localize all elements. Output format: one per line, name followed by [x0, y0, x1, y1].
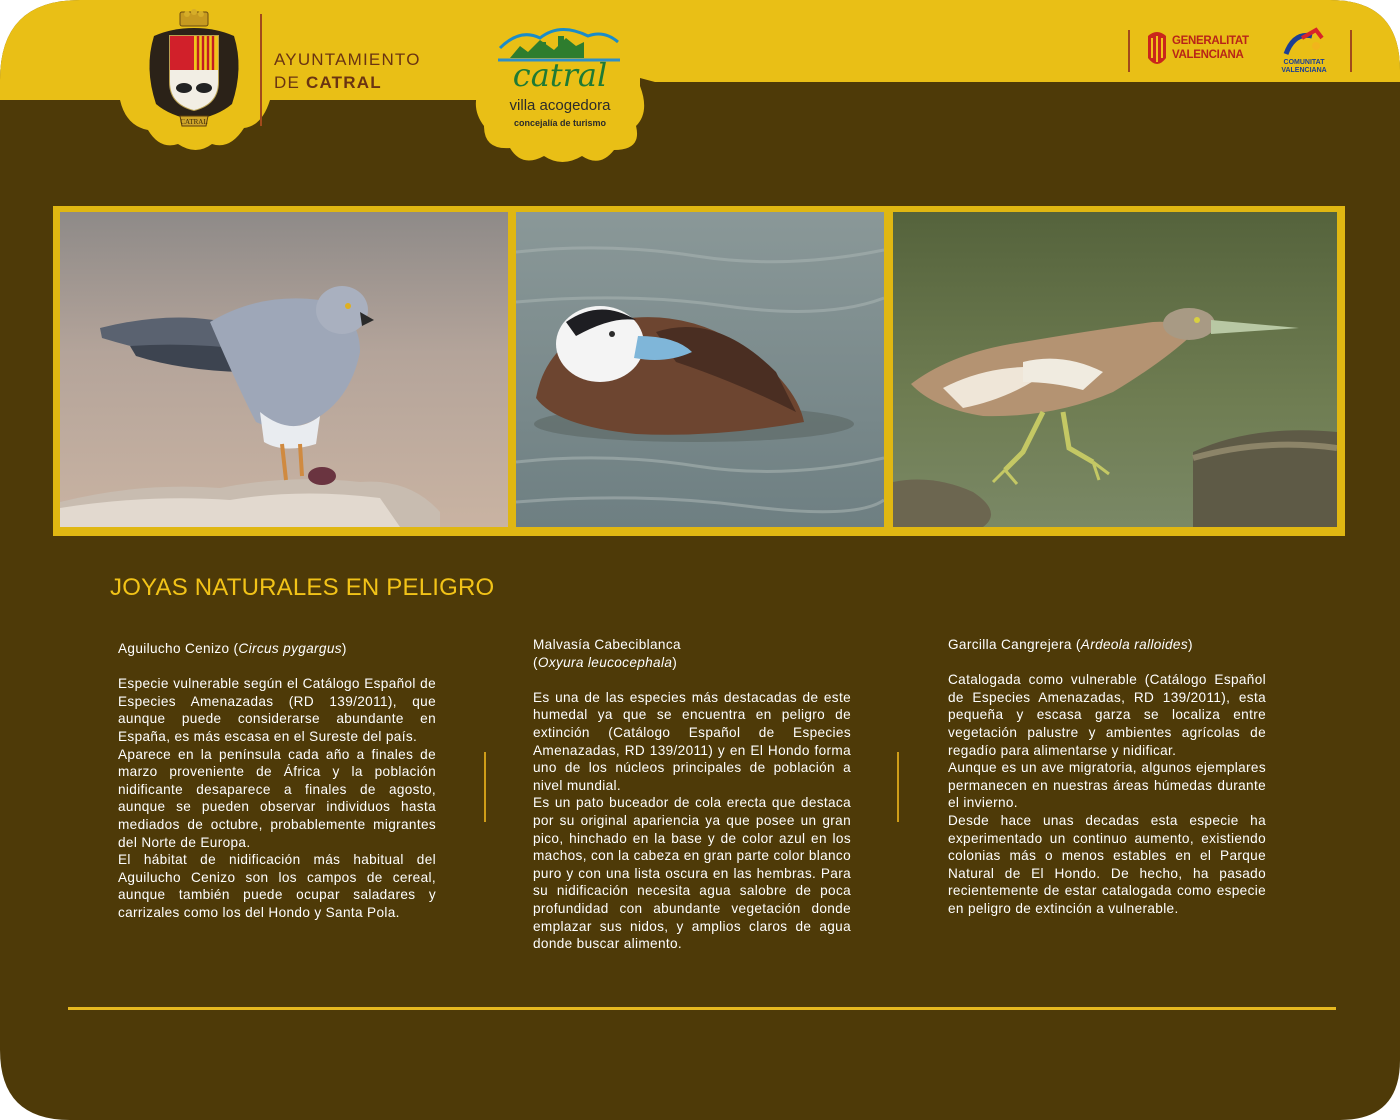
- photo-strip: [53, 206, 1345, 536]
- species-2-paragraph-1: Es una de las especies más destacadas de este humedal ya que se encuentra en peligro de extinción (Catálogo Español de Especies Amenazadas, RD 139/2011) y en El Hondo forma uno de los núcleos principales de población a nivel mundial.: [533, 689, 851, 793]
- species-2-heading: Malvasía Cabeciblanca (Oxyura leucocephala): [533, 637, 681, 670]
- gv-divider-left: [1128, 30, 1130, 72]
- generalitat-logo-icon: [1144, 28, 1170, 72]
- logo-tagline: villa acogedora: [509, 97, 611, 114]
- ayuntamiento-catral: CATRAL: [305, 73, 382, 92]
- ayuntamiento-name: [274, 48, 421, 94]
- species-2-scientific-name: Oxyura leucocephala: [537, 654, 673, 670]
- species-1-scientific-name: Circus pygargus: [238, 641, 342, 656]
- species-3-common-name: Garcilla Cangrejera: [948, 637, 1072, 652]
- logo-name: catral: [512, 56, 608, 94]
- species-1-paragraph-1: Especie vulnerable según el Catálogo Español de Especies Amenazadas (RD 139/2011), que aunque puede considerarse abundante en España, es más escasa en el Sureste del país.: [118, 676, 436, 744]
- ayuntamiento-line2: [274, 71, 421, 94]
- species-3-paragraph-1: Catalogada como vulnerable (Catálogo Español de Especies Amenazadas, RD 139/2011), esta pequeña y escasa garza se localiza entre vegetación palustre y ambientes agrícolas de regadío para alimentarse y nidificar.: [948, 672, 1266, 758]
- ayuntamiento-de: DE: [274, 73, 301, 92]
- species-column-3: [948, 636, 1266, 918]
- photo-harrier: [60, 212, 508, 527]
- comunitat-valenciana-logo-icon: [1272, 26, 1336, 74]
- catral-tourism-logo-icon: [480, 12, 640, 162]
- generalitat-line1: GENERALITAT: [1172, 35, 1249, 47]
- footer-rule: [68, 1007, 1336, 1010]
- species-column-1: [118, 640, 436, 922]
- species-2-common-name: Malvasía Cabeciblanca: [533, 637, 681, 652]
- coat-of-arms-icon: [140, 8, 248, 132]
- species-3-heading: Garcilla Cangrejera (Ardeola ralloides): [948, 637, 1193, 652]
- species-2-paragraph-2: Es un pato buceador de cola erecta que destaca por su original apariencia ya que posee un gran pico, hinchado en la base y de color azul en los machos, con la cabeza en gran parte color blanco puro y con una lista oscura en las hembras. Para su nidificación necesita agua salobre de poca profundidad con abundante vegetación donde emplazar sus nidos, y amplios claros de agua donde buscar alimento.: [533, 795, 851, 952]
- species-3-scientific-name: Ardeola ralloides: [1080, 637, 1188, 652]
- generalitat-line2: VALENCIANA: [1172, 49, 1244, 61]
- photo-duck: [516, 212, 884, 527]
- generalitat-text: [1172, 34, 1249, 62]
- species-1-common-name: Aguilucho Cenizo: [118, 641, 230, 656]
- species-1-paragraph-3: El hábitat de nidificación más habitual del Aguilucho Cenizo son los campos de cereal, aunque también puede ocupar saladares y carrizales como los del Hondo y Santa Pola.: [118, 852, 436, 920]
- logo-department: concejalía de turismo: [513, 118, 607, 128]
- column-divider-2: [897, 752, 899, 822]
- species-column-2: [533, 636, 851, 953]
- species-3-paragraph-3: Desde hace unas decadas esta especie ha experimentado un continuo aumento, existiendo colonias más o menos estables en el Parque Natural de El Hondo. De hecho, ha pasado recientemente de estar catalogada como especie en peligro de extinción a vulnerable.: [948, 812, 1266, 916]
- crest-label: CATRAL: [180, 118, 208, 126]
- species-1-paragraph-2: Aparece en la península cada año a finales de marzo proveniente de África y la población nidificante desaparece a finales de agosto, aunque se pueden observar individuos hasta mediados de octubre, probablemente migrantes del Norte de Europa.: [118, 746, 436, 850]
- species-3-paragraph-2: Aunque es un ave migratoria, algunos ejemplares permanecen en nuestras áreas húmedas durante el invierno.: [948, 760, 1266, 811]
- ayuntamiento-line1: AYUNTAMIENTO: [274, 50, 421, 69]
- page-title: JOYAS NATURALES EN PELIGRO: [110, 574, 495, 601]
- comunitat-line2: VALENCIANA: [1281, 67, 1327, 74]
- header-divider: [260, 14, 262, 126]
- species-1-heading: Aguilucho Cenizo (Circus pygargus): [118, 641, 347, 656]
- column-divider-1: [484, 752, 486, 822]
- photo-heron: [893, 212, 1337, 527]
- gv-divider-right: [1350, 30, 1352, 72]
- comunitat-line1: COMUNITAT: [1283, 59, 1325, 66]
